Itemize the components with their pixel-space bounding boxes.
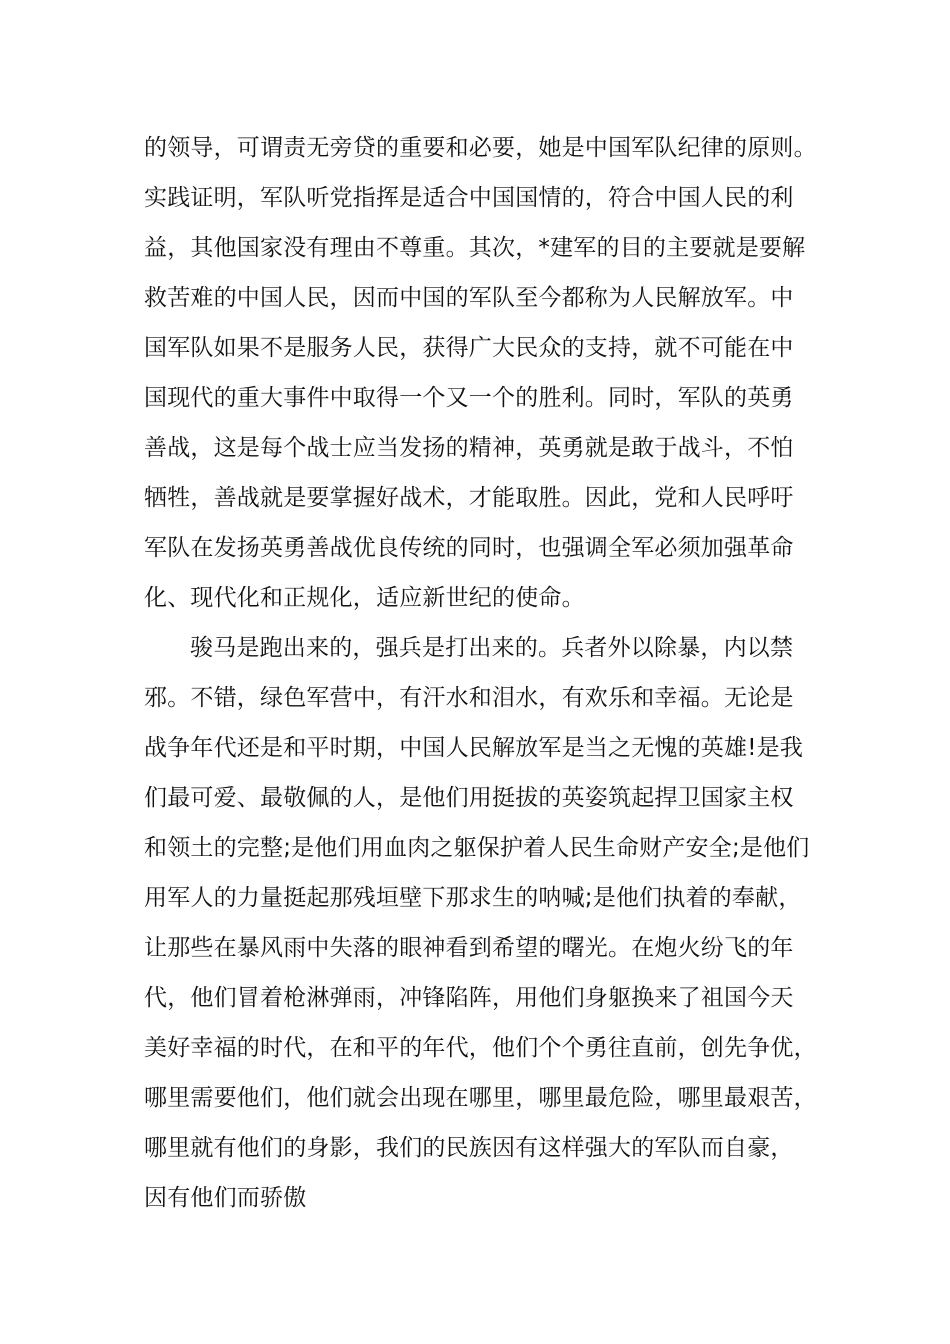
text-line: 牺牲，善战就是要掌握好战术，才能取胜。因此，党和人民呼吁 <box>144 485 794 511</box>
body-text <box>144 128 824 1228</box>
text-line: 哪里需要他们，他们就会出现在哪里，哪里最危险，哪里最艰苦， <box>144 1085 817 1111</box>
text-line: 军队在发扬英勇善战优良传统的同时，也强调全军必须加强革命 <box>144 535 794 561</box>
text-line: 化、现代化和正规化，适应新世纪的使命。 <box>144 585 585 611</box>
text-line: 美好幸福的时代，在和平的年代，他们个个勇往直前，创先争优， <box>144 1035 817 1061</box>
text-line: 和领土的完整;是他们用血肉之躯保护着人民生命财产安全;是他们 <box>144 835 810 861</box>
paragraph-first-line: 骏马是跑出来的，强兵是打出来的。兵者外以除暴，内以禁 <box>190 635 794 661</box>
text-line: 邪。不错，绿色军营中，有汗水和泪水，有欢乐和幸福。无论是 <box>144 685 794 711</box>
text-line: 用军人的力量挺起那残垣壁下那求生的呐喊;是他们执着的奉献， <box>144 885 802 911</box>
text-line: 国军队如果不是服务人民，获得广大民众的支持，就不可能在中 <box>144 335 794 361</box>
text-line: 们最可爱、最敬佩的人，是他们用挺拔的英姿筑起捍卫国家主权 <box>144 785 794 811</box>
text-line: 国现代的重大事件中取得一个又一个的胜利。同时，军队的英勇 <box>144 385 794 411</box>
text-line: 善战，这是每个战士应当发扬的精神，英勇就是敢于战斗，不怕 <box>144 435 794 461</box>
text-line: 实践证明，军队听党指挥是适合中国国情的，符合中国人民的利 <box>144 185 794 211</box>
text-line: 的领导，可谓责无旁贷的重要和必要，她是中国军队纪律的原则。 <box>144 135 817 161</box>
text-line: 让那些在暴风雨中失落的眼神看到希望的曙光。在炮火纷飞的年 <box>144 935 794 961</box>
text-line: 代，他们冒着枪淋弹雨，冲锋陷阵，用他们身躯换来了祖国今天 <box>144 985 794 1011</box>
text-line: 益，其他国家没有理由不尊重。其次，*建军的目的主要就是要解 <box>144 235 806 261</box>
text-line: 因有他们而骄傲 <box>144 1185 307 1211</box>
text-line: 救苦难的中国人民，因而中国的军队至今都称为人民解放军。中 <box>144 285 794 311</box>
text-line: 哪里就有他们的身影，我们的民族因有这样强大的军队而自豪， <box>144 1135 794 1161</box>
text-line: 战争年代还是和平时期，中国人民解放军是当之无愧的英雄!是我 <box>144 735 804 761</box>
